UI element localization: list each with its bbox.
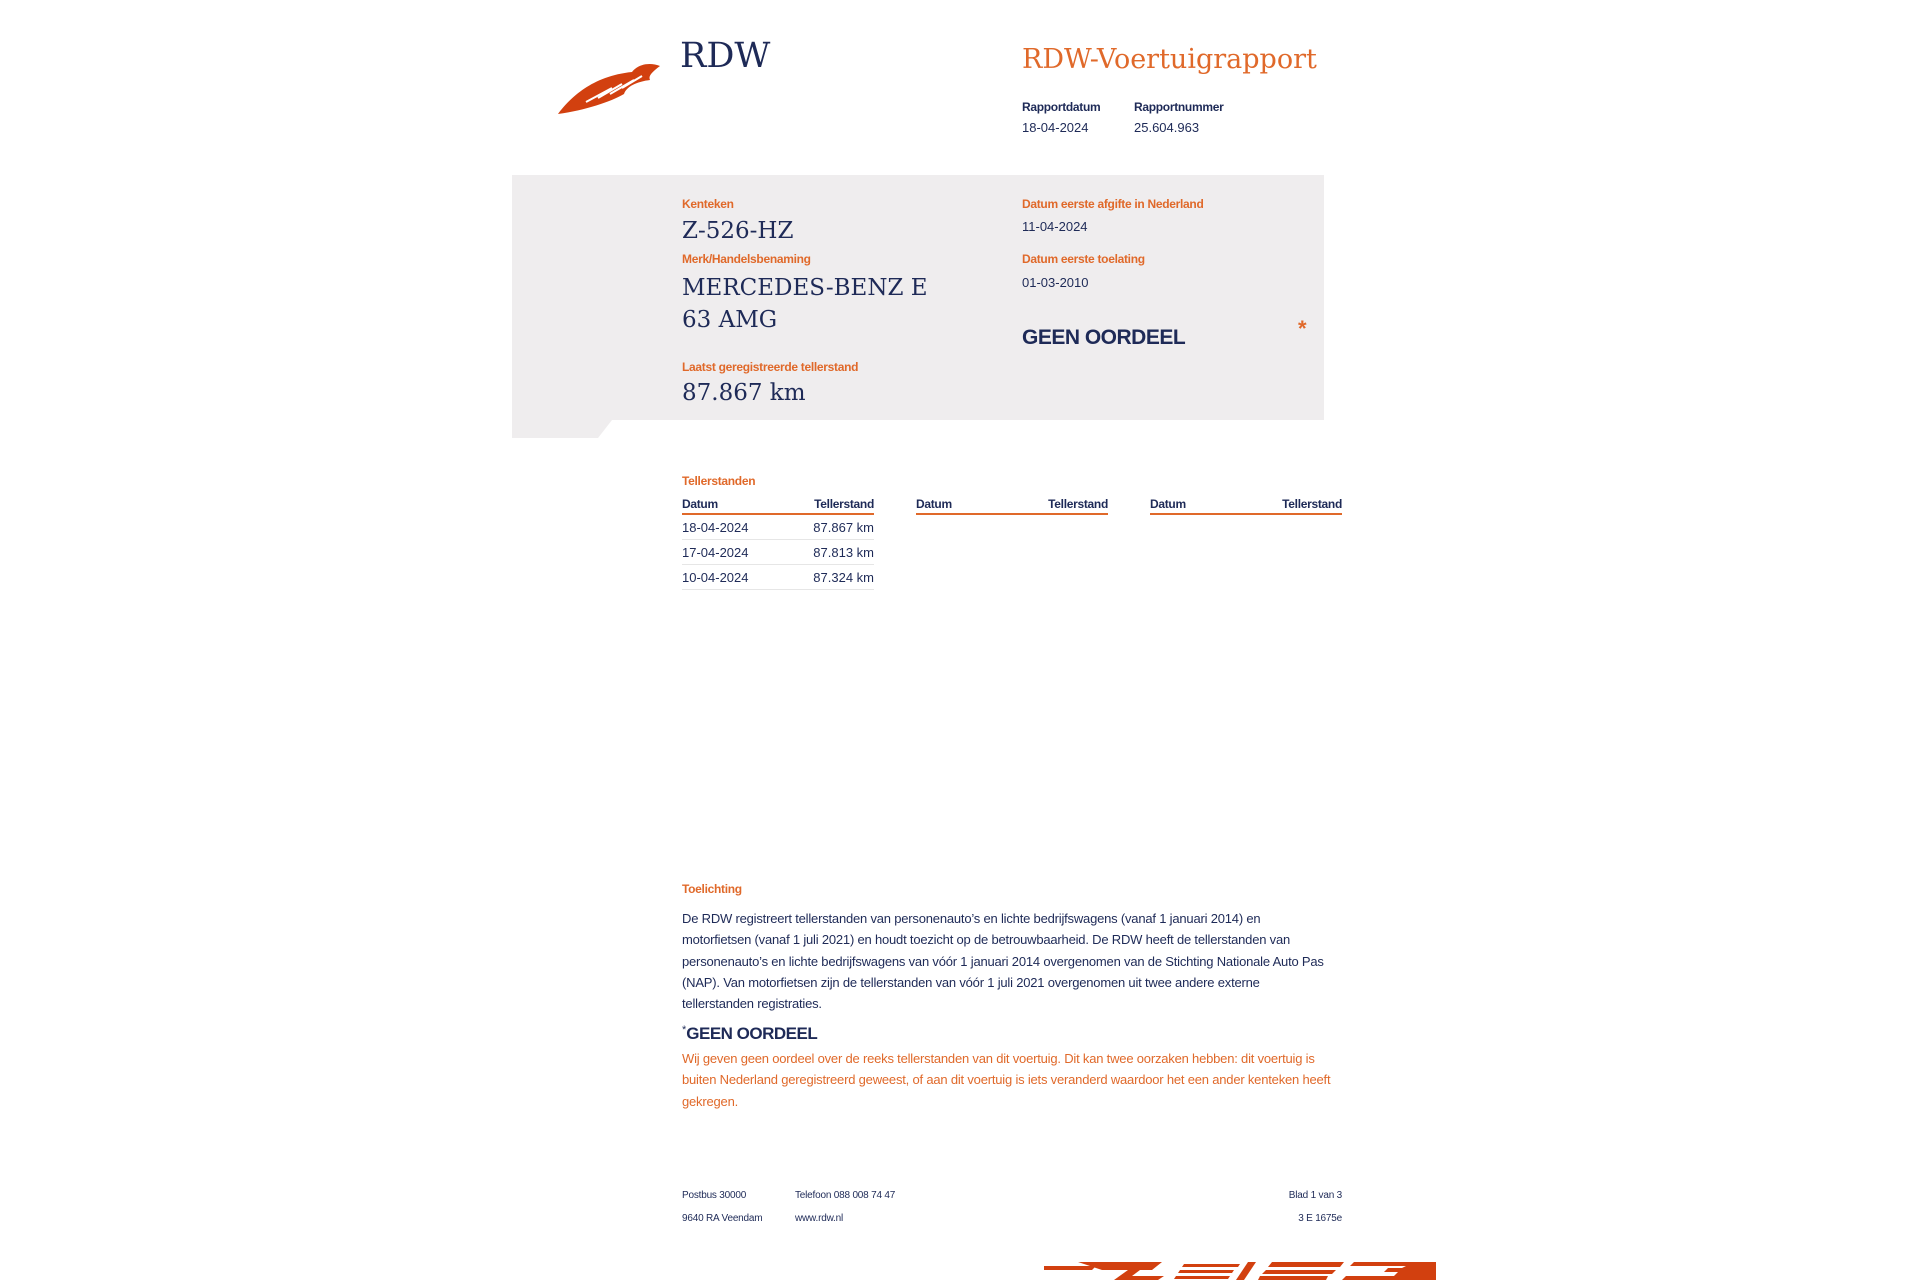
first-registration-nl-label: Datum eerste afgifte in Nederland <box>1022 197 1204 211</box>
explanation-verdict-heading <box>682 1024 817 1044</box>
make-line-1: MERCEDES-BENZ E <box>682 275 928 301</box>
row-reading: 87.867 km <box>782 514 874 540</box>
footer-website: www.rdw.nl <box>795 1213 844 1224</box>
plate-label: Kenteken <box>682 197 734 211</box>
last-mileage: 87.867 km <box>682 380 806 406</box>
verdict-asterisk: * <box>1298 316 1307 341</box>
panel-notch <box>512 420 1324 440</box>
explanation-body: De RDW registreert tellerstanden van personenauto’s en lichte bedrijfswagens (vanaf 1 januari 2014) en motorfietsen (vanaf 1 juli 2021) en houdt toezicht op de betrouwbaarheid. De RDW heeft de tellerstanden van personenauto’s en lichte bedrijfswagens van vóór 1 januari 2014 overgenomen van de Stichting Nationale Auto Pas (NAP). Van motorfietsen zijn de tellerstanden van vóór 1 juli 2021 overgenomen uit twee andere externe tellerstanden registraties. <box>682 911 1324 1012</box>
footer-phone: Telefoon 088 008 74 47 <box>795 1190 896 1201</box>
first-admission-label: Datum eerste toelating <box>1022 252 1145 266</box>
report-date: 18-04-2024 <box>1022 120 1089 135</box>
verdict: GEEN OORDEEL <box>1022 326 1186 349</box>
col-date-header: Datum <box>1150 496 1222 514</box>
table-row <box>682 540 874 565</box>
meter-table-2 <box>916 496 1108 515</box>
col-reading-header: Tellerstand <box>782 496 874 514</box>
footer-page-number: Blad 1 van 3 <box>1288 1190 1342 1201</box>
col-date-header: Datum <box>682 496 782 514</box>
first-admission: 01-03-2010 <box>1022 275 1089 290</box>
report-number-label: Rapportnummer <box>1134 100 1224 114</box>
report-number: 25.604.963 <box>1134 120 1200 135</box>
report-date-label: Rapportdatum <box>1022 100 1101 114</box>
col-reading-header: Tellerstand <box>988 496 1108 514</box>
explanation-verdict-title: GEEN OORDEEL <box>686 1024 818 1043</box>
meter-table-1 <box>682 496 874 590</box>
row-reading: 87.813 km <box>782 540 874 565</box>
mileage-label: Laatst geregistreerde tellerstand <box>682 360 859 374</box>
table-row <box>682 565 874 590</box>
license-plate: Z-526-HZ <box>682 218 794 244</box>
explanation-title: Toelichting <box>682 882 742 896</box>
footer-postbus: Postbus 30000 <box>682 1190 747 1201</box>
meter-table-3 <box>1150 496 1342 515</box>
first-registration-nl: 11-04-2024 <box>1022 219 1088 234</box>
report-title: RDW-Voertuigrapport <box>1022 44 1317 75</box>
verdict-asterisk: * <box>682 1024 687 1036</box>
rdw-stripes-icon <box>1044 1262 1436 1280</box>
rdw-logo-icon <box>556 58 666 118</box>
footer-address: 9640 RA Veendam <box>682 1213 763 1224</box>
col-date-header: Datum <box>916 496 988 514</box>
col-reading-header: Tellerstand <box>1222 496 1342 514</box>
footer-code: 3 E 1675e <box>1298 1213 1342 1224</box>
logo-wordmark: RDW <box>680 36 771 76</box>
row-date: 10-04-2024 <box>682 565 782 590</box>
make-label: Merk/Handelsbenaming <box>682 252 811 266</box>
table-row <box>682 514 874 540</box>
explanation-verdict-body: Wij geven geen oordeel over de reeks tellerstanden van dit voertuig. Dit kan twee oorzaken hebben: dit voertuig is buiten Nederland geregistreerd geweest, of aan dit voertuig is iets veranderd waardoor het een ander kenteken heeft gekregen. <box>682 1051 1331 1109</box>
meter-readings-title: Tellerstanden <box>682 474 756 488</box>
make-line-2: 63 AMG <box>682 307 778 333</box>
row-date: 17-04-2024 <box>682 540 782 565</box>
vehicle-summary-panel <box>512 175 1324 437</box>
row-reading: 87.324 km <box>782 565 874 590</box>
row-date: 18-04-2024 <box>682 514 782 540</box>
